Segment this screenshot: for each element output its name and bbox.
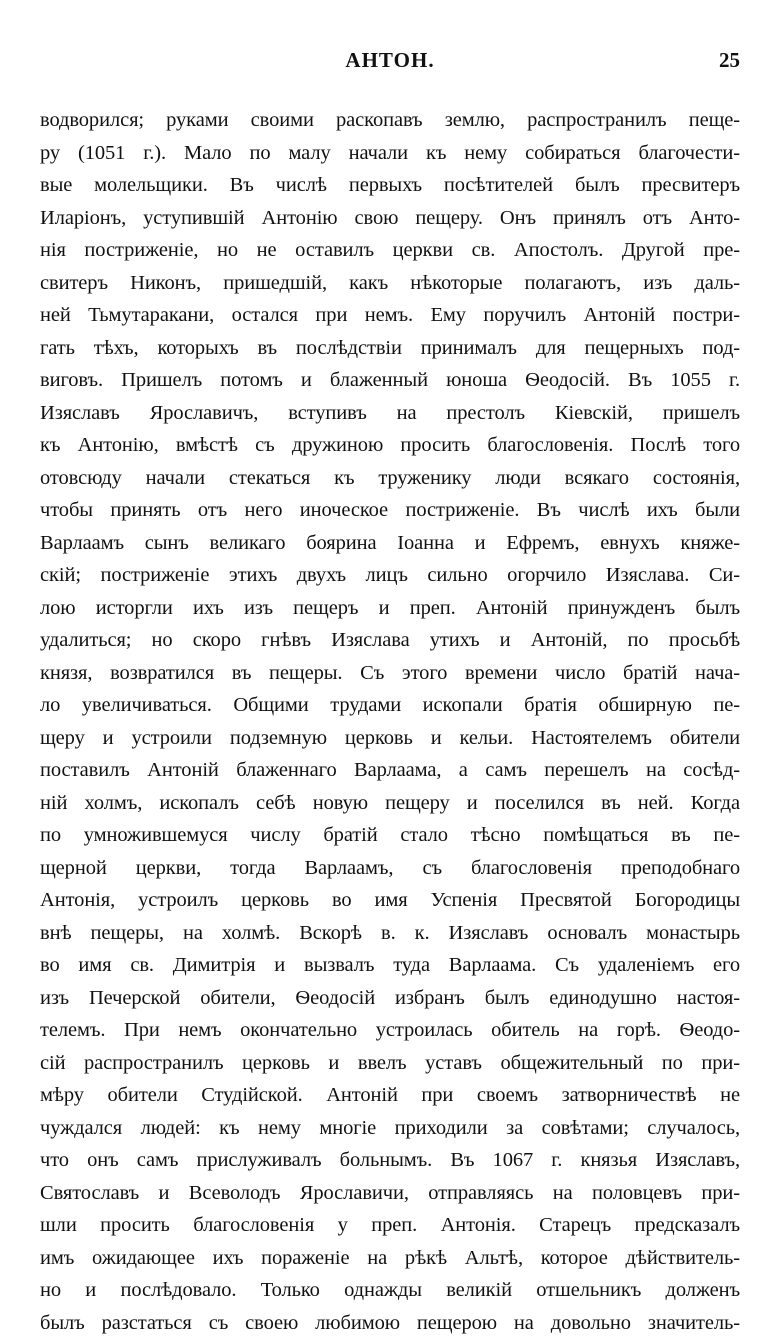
text-line: Святославъ и Всеволодъ Ярославичи, отправляясь на половцевъ при- — [40, 1177, 740, 1210]
text-line: ру (1051 г.). Мало по малу начали къ нему собираться благочести- — [40, 137, 740, 170]
text-line: удалиться; но скоро гнѣвъ Изяслава утихъ и Антоній, по просьбѣ — [40, 624, 740, 657]
text-line: ней Тьмутаракани, остался при немъ. Ему поручилъ Антоній постри- — [40, 299, 740, 332]
text-line: вые молельщики. Въ числѣ первыхъ посѣтителей былъ пресвитеръ — [40, 169, 740, 202]
text-line: гать тѣхъ, которыхъ въ послѣдствіи принималъ для пещерныхъ под- — [40, 332, 740, 365]
text-line: поставилъ Антоній блаженнаго Варлаама, а самъ перешелъ на сосѣд- — [40, 754, 740, 787]
text-line: Иларіонъ, уступившій Антонію свою пещеру. Онъ принялъ отъ Анто- — [40, 202, 740, 235]
text-line: чтобы принять отъ него иноческое постриженіе. Въ числѣ ихъ были — [40, 494, 740, 527]
text-line: телемъ. При немъ окончательно устроилась обитель на горѣ. Ѳеодо- — [40, 1014, 740, 1047]
text-line: скій; постриженіе этихъ двухъ лицъ сильно огорчило Изяслава. Си- — [40, 559, 740, 592]
page-number: 25 — [719, 48, 740, 73]
text-line: нія постриженіе, но не оставилъ церкви св. Апостолъ. Другой пре- — [40, 234, 740, 267]
text-line: къ Антонію, вмѣстѣ съ дружиною просить благословенія. Послѣ того — [40, 429, 740, 462]
text-line: сій распространилъ церковь и ввелъ уставъ общежительный по при- — [40, 1047, 740, 1080]
text-line: во имя св. Димитрія и вызвалъ туда Варлаама. Съ удаленіемъ его — [40, 949, 740, 982]
text-line: чуждался людей: къ нему многіе приходили за совѣтами; случалось, — [40, 1112, 740, 1145]
text-line: князя, возвратился въ пещеры. Съ этого времени число братій нача- — [40, 657, 740, 690]
text-line: ній холмъ, ископалъ себѣ новую пещеру и поселился въ ней. Когда — [40, 787, 740, 820]
text-line: шли просить благословенія у преп. Антонія. Старецъ предсказалъ — [40, 1209, 740, 1242]
text-line: Антонія, устроилъ церковь во имя Успенія Пресвятой Богородицы — [40, 884, 740, 917]
text-line: щеру и устроили подземную церковь и кельи. Настоятелемъ обители — [40, 722, 740, 755]
running-head — [40, 48, 740, 78]
text-line: внѣ пещеры, на холмѣ. Вскорѣ в. к. Изяславъ основалъ монастырь — [40, 917, 740, 950]
text-line: лою исторгли ихъ изъ пещеръ и преп. Антоній принужденъ былъ — [40, 592, 740, 625]
page-title: АНТОН. — [40, 48, 740, 73]
text-line: Варлаамъ сынъ великаго боярина Іоанна и Ефремъ, евнухъ княже- — [40, 527, 740, 560]
text-line: по умножившемуся числу братій стало тѣсно помѣщаться въ пе- — [40, 819, 740, 852]
body-text — [40, 104, 740, 1339]
text-line: мѣру обители Студійской. Антоній при своемъ затворничествѣ не — [40, 1079, 740, 1112]
text-line: изъ Печерской обители, Ѳеодосій избранъ былъ единодушно настоя- — [40, 982, 740, 1015]
text-line: щерной церкви, тогда Варлаамъ, съ благословенія преподобнаго — [40, 852, 740, 885]
text-line: былъ разстаться съ своею любимою пещерою на довольно значитель- — [40, 1307, 740, 1339]
text-line: Изяславъ Ярославичъ, вступивъ на престолъ Кіевскій, пришелъ — [40, 397, 740, 430]
text-line: водворился; руками своими раскопавъ землю, распространилъ пеще- — [40, 104, 740, 137]
text-line: ло увеличиваться. Общими трудами ископали братія обширную пе- — [40, 689, 740, 722]
text-line: но и послѣдовало. Только однажды великій отшельникъ долженъ — [40, 1274, 740, 1307]
text-line: виговъ. Пришелъ потомъ и блаженный юноша Ѳеодосій. Въ 1055 г. — [40, 364, 740, 397]
text-line: имъ ожидающее ихъ пораженіе на рѣкѣ Альтѣ, которое дѣйствитель- — [40, 1242, 740, 1275]
text-line: свитеръ Никонъ, пришедшій, какъ нѣкоторые полагаютъ, изъ даль- — [40, 267, 740, 300]
text-line: что онъ самъ прислуживалъ больнымъ. Въ 1067 г. князья Изяславъ, — [40, 1144, 740, 1177]
text-line: отовсюду начали стекаться къ труженику люди всякаго состоянія, — [40, 462, 740, 495]
